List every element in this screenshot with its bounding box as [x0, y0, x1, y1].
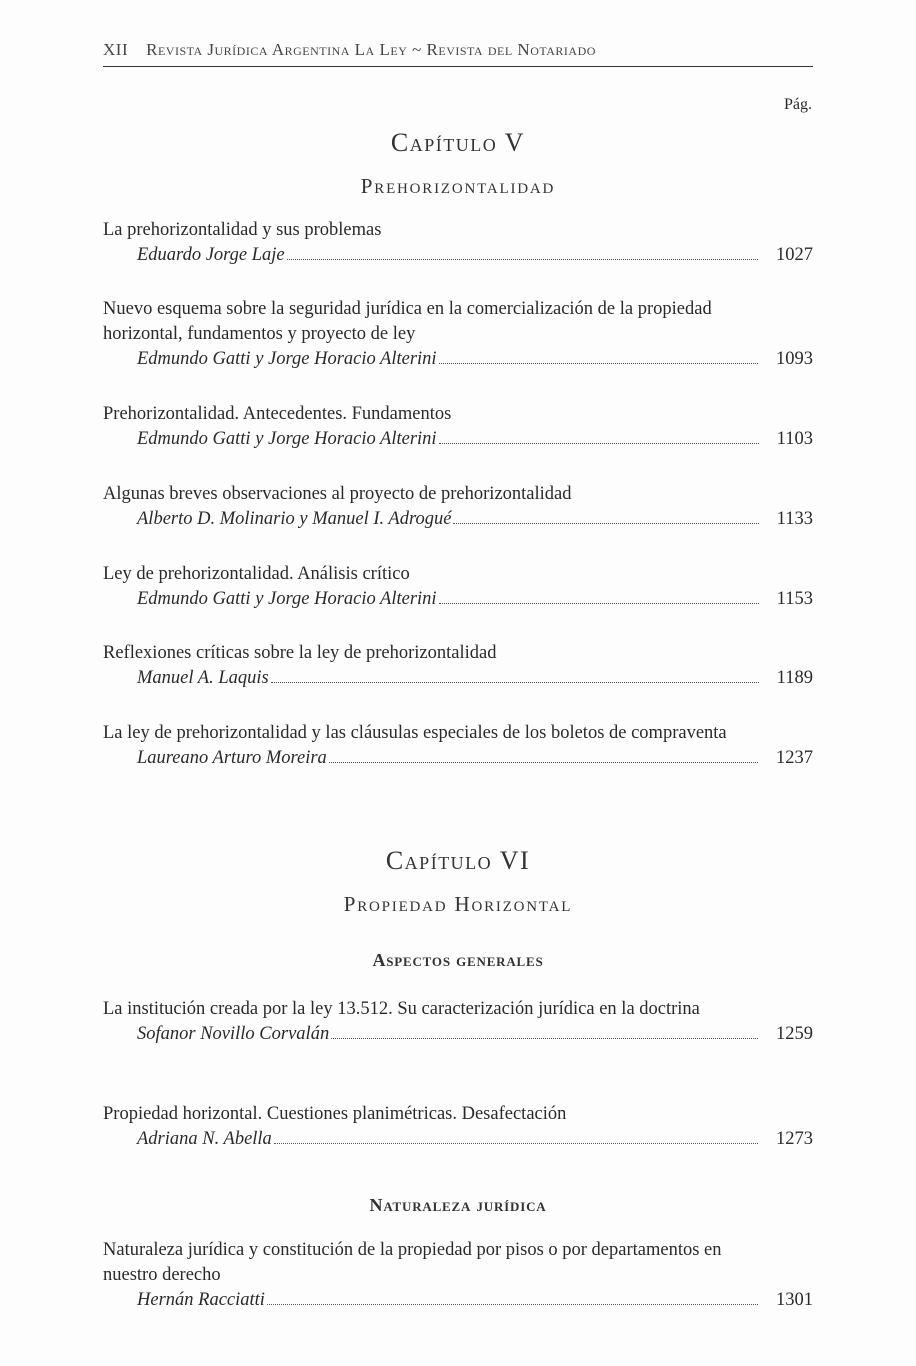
chapter-6-number: Capítulo VI	[385, 846, 531, 875]
entry-title: La institución creada por la ley 13.512. Su caracterización jurídica en la doctrina	[103, 999, 700, 1019]
entry-author: Edmundo Gatti y Jorge Horacio Alterini	[137, 429, 437, 449]
entry-author: Edmundo Gatti y Jorge Horacio Alterini	[137, 349, 437, 369]
toc-entry[interactable]	[103, 997, 813, 1047]
entry-page: 1259	[776, 1024, 813, 1044]
entry-page: 1153	[776, 589, 813, 609]
entry-author: Manuel A. Laquis	[137, 668, 269, 688]
chapter-6-title: Propiedad Horizontal	[343, 892, 573, 916]
toc-entry[interactable]	[103, 1102, 813, 1152]
dot-leader	[271, 682, 759, 683]
toc-entry[interactable]	[103, 1238, 813, 1313]
dot-leader	[329, 762, 758, 763]
page-column-label: Pág.	[784, 96, 812, 113]
dot-leader	[287, 259, 758, 260]
entry-page: 1133	[776, 509, 813, 529]
toc-entry[interactable]	[103, 482, 813, 532]
dot-leader	[267, 1304, 758, 1305]
dot-leader	[331, 1038, 758, 1039]
chapter-5-title: Prehorizontalidad	[360, 174, 556, 198]
entry-title: Reflexiones críticas sobre la ley de prehorizontalidad	[103, 643, 497, 663]
chapter-5-number: Capítulo V	[390, 128, 526, 157]
entry-title: Algunas breves observaciones al proyecto de prehorizontalidad	[103, 484, 572, 504]
entry-title: Propiedad horizontal. Cuestiones planimétricas. Desafectación	[103, 1104, 567, 1124]
entry-title: La ley de prehorizontalidad y las cláusulas especiales de los boletos de compraventa	[103, 723, 727, 743]
toc-entry[interactable]	[103, 721, 813, 771]
toc-entry[interactable]	[103, 402, 813, 452]
running-title: Revista Jurídica Argentina La Ley ~ Revista del Notariado	[146, 40, 596, 59]
section-heading-naturaleza: Naturaleza jurídica	[369, 1195, 547, 1215]
entry-author: Hernán Racciatti	[137, 1290, 265, 1310]
dot-leader	[439, 443, 759, 444]
dot-leader	[453, 523, 758, 524]
dot-leader	[439, 363, 758, 364]
entry-title: Nuevo esquema sobre la seguridad jurídica en la comercialización de la propiedad horizontal, fundamentos y proyecto de ley	[103, 299, 712, 344]
entry-author: Eduardo Jorge Laje	[137, 245, 285, 265]
page-folio: XII	[103, 40, 129, 59]
entry-title: La prehorizontalidad y sus problemas	[103, 220, 382, 240]
entry-page: 1237	[776, 748, 813, 768]
entry-author: Sofanor Novillo Corvalán	[137, 1024, 330, 1044]
entry-page: 1103	[776, 429, 813, 449]
entry-title: Prehorizontalidad. Antecedentes. Fundamentos	[103, 404, 452, 424]
entry-page: 1273	[776, 1129, 813, 1149]
running-head	[103, 40, 813, 60]
dot-leader	[274, 1143, 758, 1144]
header-rule	[103, 66, 813, 67]
toc-entry[interactable]	[103, 218, 813, 268]
section-heading-aspectos: Aspectos generales	[372, 950, 544, 970]
entry-page: 1301	[776, 1290, 813, 1310]
entry-title: Ley de prehorizontalidad. Análisis crítico	[103, 564, 410, 584]
entry-page: 1093	[776, 349, 813, 369]
toc-entry[interactable]	[103, 641, 813, 691]
entry-title: Naturaleza jurídica y constitución de la propiedad por pisos o por departamentos en nuestro derecho	[103, 1240, 722, 1285]
entry-author: Alberto D. Molinario y Manuel I. Adrogué	[137, 509, 452, 529]
entry-author: Adriana N. Abella	[137, 1129, 272, 1149]
toc-entry[interactable]	[103, 562, 813, 612]
entry-page: 1027	[776, 245, 813, 265]
entry-page: 1189	[776, 668, 813, 688]
dot-leader	[439, 603, 759, 604]
toc-entry[interactable]	[103, 297, 813, 372]
entry-author: Laureano Arturo Moreira	[137, 748, 327, 768]
entry-author: Edmundo Gatti y Jorge Horacio Alterini	[137, 589, 437, 609]
